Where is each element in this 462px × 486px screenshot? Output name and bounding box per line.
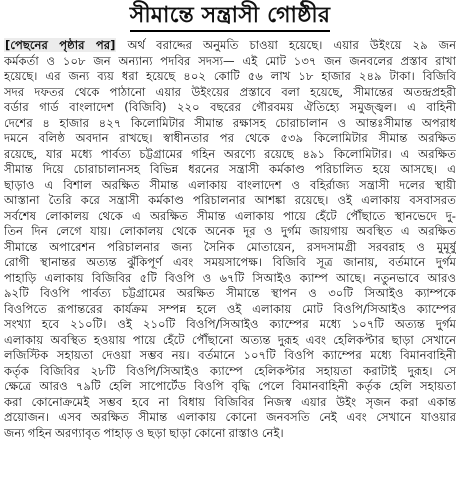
- article-line: ছাড়াও এ বিশাল অরক্ষিত সীমান্ত এলাকায় বাংলাদেশ ও বহির্রাজ্য সন্ত্রাসী দলের স্থায়ী: [4, 177, 456, 192]
- article-line: দমনে বলিষ্ঠ অবদান রাখছে। স্বাধীনতার পর থেকে ৫৩৯ কিলোমিটার সীমান্ত অরক্ষিত: [4, 131, 456, 145]
- article-line: করা কোনোক্রমেই সম্ভব হবে না বিধায় বিজিবির নিজস্ব এয়ার উইং সৃজন করা একান্ত: [4, 394, 456, 409]
- article-line: [4, 38, 456, 54]
- article-line: ক্ষেত্রে আরও ৭৯টি হেলি সাপোর্টেড বিওপি বৃদ্ধি পেলে বিমানবাহিনী কর্তৃক হেলি সহায়তা: [4, 379, 456, 393]
- article-line: বর্ডার গার্ড বাংলাদেশ (বিজিবি) ২২০ বছরের গৌরবময় ঐতিহ্যে সমুজ্জ্বল। এ বাহিনী: [4, 100, 456, 114]
- article-line: ৯২টি বিওপি পার্বত্য চট্টগ্রামের অরক্ষিত সীমান্তে স্থাপন ও ৩০টি সিআইও ক্যাম্পকে: [4, 286, 456, 300]
- article-line: পাহাড়ি এলাকায় বিজিবির ৫টি বিওপি ও ৬৭টি সিআইও ক্যাম্প আছে। নতুনভাবে আরও: [4, 270, 456, 285]
- article-line: হয়েছে। এর জন্য ব্যয় ধরা হয়েছে ৪০২ কোটি ৫৬ লাখ ১৮ হাজার ২৪৯ টাকা। বিজিবি: [4, 69, 456, 83]
- article-line: সংখ্যা হবে ২১০টি। ওই ২১০টি বিওপি/সিআইও ক্যাম্পের মধ্যে ১০৭টি অত্যন্ত দুর্গম: [4, 317, 456, 331]
- article-line: সদর দফতর থেকে পাঠানো এয়ার উইংয়ের প্রস্তাবে বলা হয়েছে, সীমান্তের অতন্দ্রপ্রহরী: [4, 84, 456, 99]
- article-line: রোগী স্থানান্তর অত্যন্ত ঝুঁকিপূর্ণ এবং সময়সাপেক্ষ। বিজিবি সূত্র জানায়, বর্তমানে দুর্গম: [4, 255, 456, 269]
- article-line: আস্তানা তৈরি করে সন্ত্রাসী কর্মকাণ্ড পরিচালনার আশঙ্কা রয়েছে। ওই এলাকায় বসবাসরত: [4, 193, 456, 207]
- article-body: [4, 38, 456, 441]
- continuation-label: [পেছনের পৃষ্ঠার পর]: [5, 38, 116, 52]
- article-line: প্রয়োজন। এসব অরক্ষিত সীমান্ত এলাকায় কোনো জনবসতি নেই এবং সেখানে যাওয়ার: [4, 410, 456, 424]
- article-line: এলাকায় অবস্থিত হওয়ায় পায়ে হেঁটে পৌঁছানো অত্যন্ত দুরূহ এবং হেলিকপ্টার ছাড়া সেখানে: [4, 332, 456, 347]
- article-line: জন্য গহিন অরণ্যাবৃত পাহাড় ও ছড়া ছাড়া কোনো রাস্তাও নেই।: [4, 425, 284, 440]
- article-line: সীমান্তে অপারেশন পরিচালনার জন্য সৈনিক মোতায়েন, রসদসামগ্রী সরবরাহ ও মুমূর্ষু: [4, 239, 456, 254]
- article-line: কর্তৃক বিজিবির ২৮টি বিওপি/সিআইও ক্যাম্পে হেলিকপ্টার সহায়তা করাটাই দুরূহ। সে: [4, 363, 456, 378]
- article-line: সর্বশেষ লোকালয় থেকে এ অরক্ষিত সীমান্ত এলাকায় পায়ে হেঁটে পৌঁছাতে স্থানভেদে দু-: [4, 208, 456, 223]
- article-line: লজিস্টিক সহায়তা দেওয়া সম্ভব নয়। বর্তমানে ১০৭টি বিওপি ক্যাম্পের মধ্যে বিমানবাহিনী: [4, 348, 456, 362]
- headline-bar: [4, 0, 456, 34]
- article-line: দেশের ৪ হাজার ৪২৭ কিলোমিটার সীমান্ত রক্ষাসহ চোরাচালান ও আন্তঃসীমান্ত অপরাধ: [4, 115, 456, 130]
- article-line: রয়েছে, যার মধ্যে পার্বত্য চট্টগ্রামের গহিন অরণ্যে রয়েছে ৪৯১ কিলোমিটার। এ অরক্ষিত: [4, 146, 456, 161]
- headline: সীমান্তে সন্ত্রাসী গোষ্ঠীর: [130, 0, 330, 32]
- article-line: তিন দিন লেগে যায়। লোকালয় থেকে অনেক দূর ও দুর্গম জায়গায় অবস্থিত এ অরক্ষিত: [4, 224, 456, 238]
- article-line: কর্মকর্তা ও ১০৮ জন অন্যান্য পদবির সদস্য— এই মোট ১৩৭ জন জনবলের প্রস্তাব রাখা: [4, 53, 456, 68]
- article-line: বিওপিতে রূপান্তরের কার্যক্রম সম্পন্ন হলে ওই এলাকায় মোট বিওপি/সিআইও ক্যাম্পের: [4, 301, 456, 316]
- article-line-text: অর্থ বরাদ্দের অনুমতি চাওয়া হয়েছে। এয়ার উইংয়ে ২৯ জন: [116, 38, 456, 52]
- article-line: সীমান্ত দিয়ে চোরাচালানসহ বিভিন্ন ধরনের সন্ত্রাসী কর্মকাণ্ড পরিচালিত হয়ে আসছে। এ: [4, 162, 456, 176]
